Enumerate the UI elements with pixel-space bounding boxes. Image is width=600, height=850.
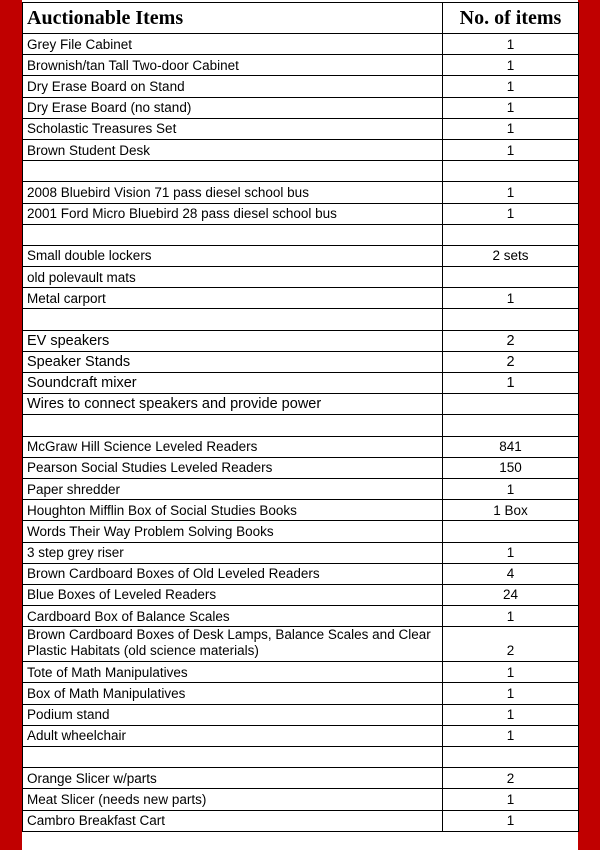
item-name-cell: Brown Cardboard Boxes of Old Leveled Readers [23,563,443,584]
item-name-cell: 3 step grey riser [23,542,443,563]
item-count-cell: 1 [443,725,579,746]
item-count-cell: 2 [443,627,579,662]
item-name-cell: Speaker Stands [23,351,443,372]
item-count-cell: 2 [443,351,579,372]
item-count-cell: 4 [443,563,579,584]
item-name-cell: Box of Math Manipulatives [23,683,443,704]
table-row [23,725,579,746]
table-row [23,542,579,563]
item-count-cell: 150 [443,457,579,478]
item-name-cell: Houghton Mifflin Box of Social Studies Books [23,500,443,521]
item-count-cell: 1 [443,139,579,160]
item-count-cell [443,224,579,245]
item-count-cell: 1 [443,704,579,725]
item-count-cell: 1 [443,288,579,309]
item-count-cell: 1 [443,662,579,683]
item-name-cell [23,224,443,245]
table-row [23,373,579,394]
item-name-cell: Soundcraft mixer [23,373,443,394]
item-count-cell: 1 [443,606,579,627]
item-count-cell [443,309,579,330]
item-name-cell: Meat Slicer (needs new parts) [23,789,443,810]
item-count-cell: 1 [443,97,579,118]
auction-items-table [22,2,579,832]
table-row [23,267,579,288]
table-row [23,683,579,704]
item-name-cell: Cardboard Box of Balance Scales [23,606,443,627]
item-name-cell: old polevault mats [23,267,443,288]
item-name-cell: Wires to connect speakers and provide power [23,394,443,415]
header-row [23,3,579,34]
table-row [23,203,579,224]
item-count-cell: 1 [443,203,579,224]
item-count-cell: 1 [443,55,579,76]
table-row [23,747,579,768]
table-row [23,704,579,725]
table-row [23,662,579,683]
table-row [23,330,579,351]
item-name-cell: Tote of Math Manipulatives [23,662,443,683]
table-row [23,415,579,436]
item-name-cell: Blue Boxes of Leveled Readers [23,584,443,605]
item-name-cell: Adult wheelchair [23,725,443,746]
item-column-header: Auctionable Items [23,3,443,34]
item-name-cell: Metal carport [23,288,443,309]
item-count-cell: 1 Box [443,500,579,521]
item-count-cell: 2 [443,768,579,789]
table-row [23,563,579,584]
item-count-cell: 1 [443,683,579,704]
item-name-cell: Podium stand [23,704,443,725]
item-count-cell: 841 [443,436,579,457]
table-row [23,224,579,245]
table-row [23,810,579,831]
item-name-cell: Orange Slicer w/parts [23,768,443,789]
item-name-cell: Pearson Social Studies Leveled Readers [23,457,443,478]
table-row [23,457,579,478]
item-name-cell: Paper shredder [23,478,443,499]
item-name-cell [23,161,443,182]
item-count-cell [443,161,579,182]
item-name-cell: Dry Erase Board (no stand) [23,97,443,118]
table-row [23,768,579,789]
item-count-cell: 1 [443,478,579,499]
table-row [23,55,579,76]
item-name-cell [23,747,443,768]
table-row [23,309,579,330]
item-count-cell: 2 [443,330,579,351]
table-row [23,34,579,55]
table-row [23,97,579,118]
item-count-cell: 24 [443,584,579,605]
item-name-cell: 2001 Ford Micro Bluebird 28 pass diesel school bus [23,203,443,224]
table-row [23,288,579,309]
item-count-cell [443,394,579,415]
item-name-cell: Scholastic Treasures Set [23,118,443,139]
item-count-cell: 1 [443,34,579,55]
item-name-cell: EV speakers [23,330,443,351]
table-row [23,139,579,160]
item-name-cell: 2008 Bluebird Vision 71 pass diesel school bus [23,182,443,203]
table-row [23,245,579,266]
item-count-cell: 1 [443,373,579,394]
table-row [23,521,579,542]
item-count-cell: 1 [443,789,579,810]
table-row [23,351,579,372]
count-column-header: No. of items [443,3,579,34]
table-row [23,606,579,627]
item-name-cell [23,309,443,330]
table-row [23,118,579,139]
item-name-cell [23,415,443,436]
table-row [23,161,579,182]
item-count-cell: 1 [443,542,579,563]
item-count-cell [443,267,579,288]
item-name-cell: Brown Cardboard Boxes of Desk Lamps, Balance Scales and Clear Plastic Habitats (old science materials) [23,627,443,662]
item-count-cell [443,521,579,542]
table-row [23,500,579,521]
item-name-cell: Brown Student Desk [23,139,443,160]
item-name-cell: Brownish/tan Tall Two-door Cabinet [23,55,443,76]
table-body [23,34,579,832]
item-name-cell: Grey File Cabinet [23,34,443,55]
table-row [23,789,579,810]
table-row [23,394,579,415]
item-count-cell: 1 [443,810,579,831]
auction-sheet [22,0,578,850]
item-name-cell: Small double lockers [23,245,443,266]
table-row [23,182,579,203]
item-name-cell: Dry Erase Board on Stand [23,76,443,97]
item-count-cell: 1 [443,182,579,203]
item-name-cell: Cambro Breakfast Cart [23,810,443,831]
item-name-cell: McGraw Hill Science Leveled Readers [23,436,443,457]
item-count-cell: 1 [443,76,579,97]
item-name-cell: Words Their Way Problem Solving Books [23,521,443,542]
table-row [23,478,579,499]
table-row [23,436,579,457]
item-count-cell: 2 sets [443,245,579,266]
table-row [23,627,579,662]
item-count-cell: 1 [443,118,579,139]
table-row [23,76,579,97]
table-row [23,584,579,605]
item-count-cell [443,415,579,436]
item-count-cell [443,747,579,768]
